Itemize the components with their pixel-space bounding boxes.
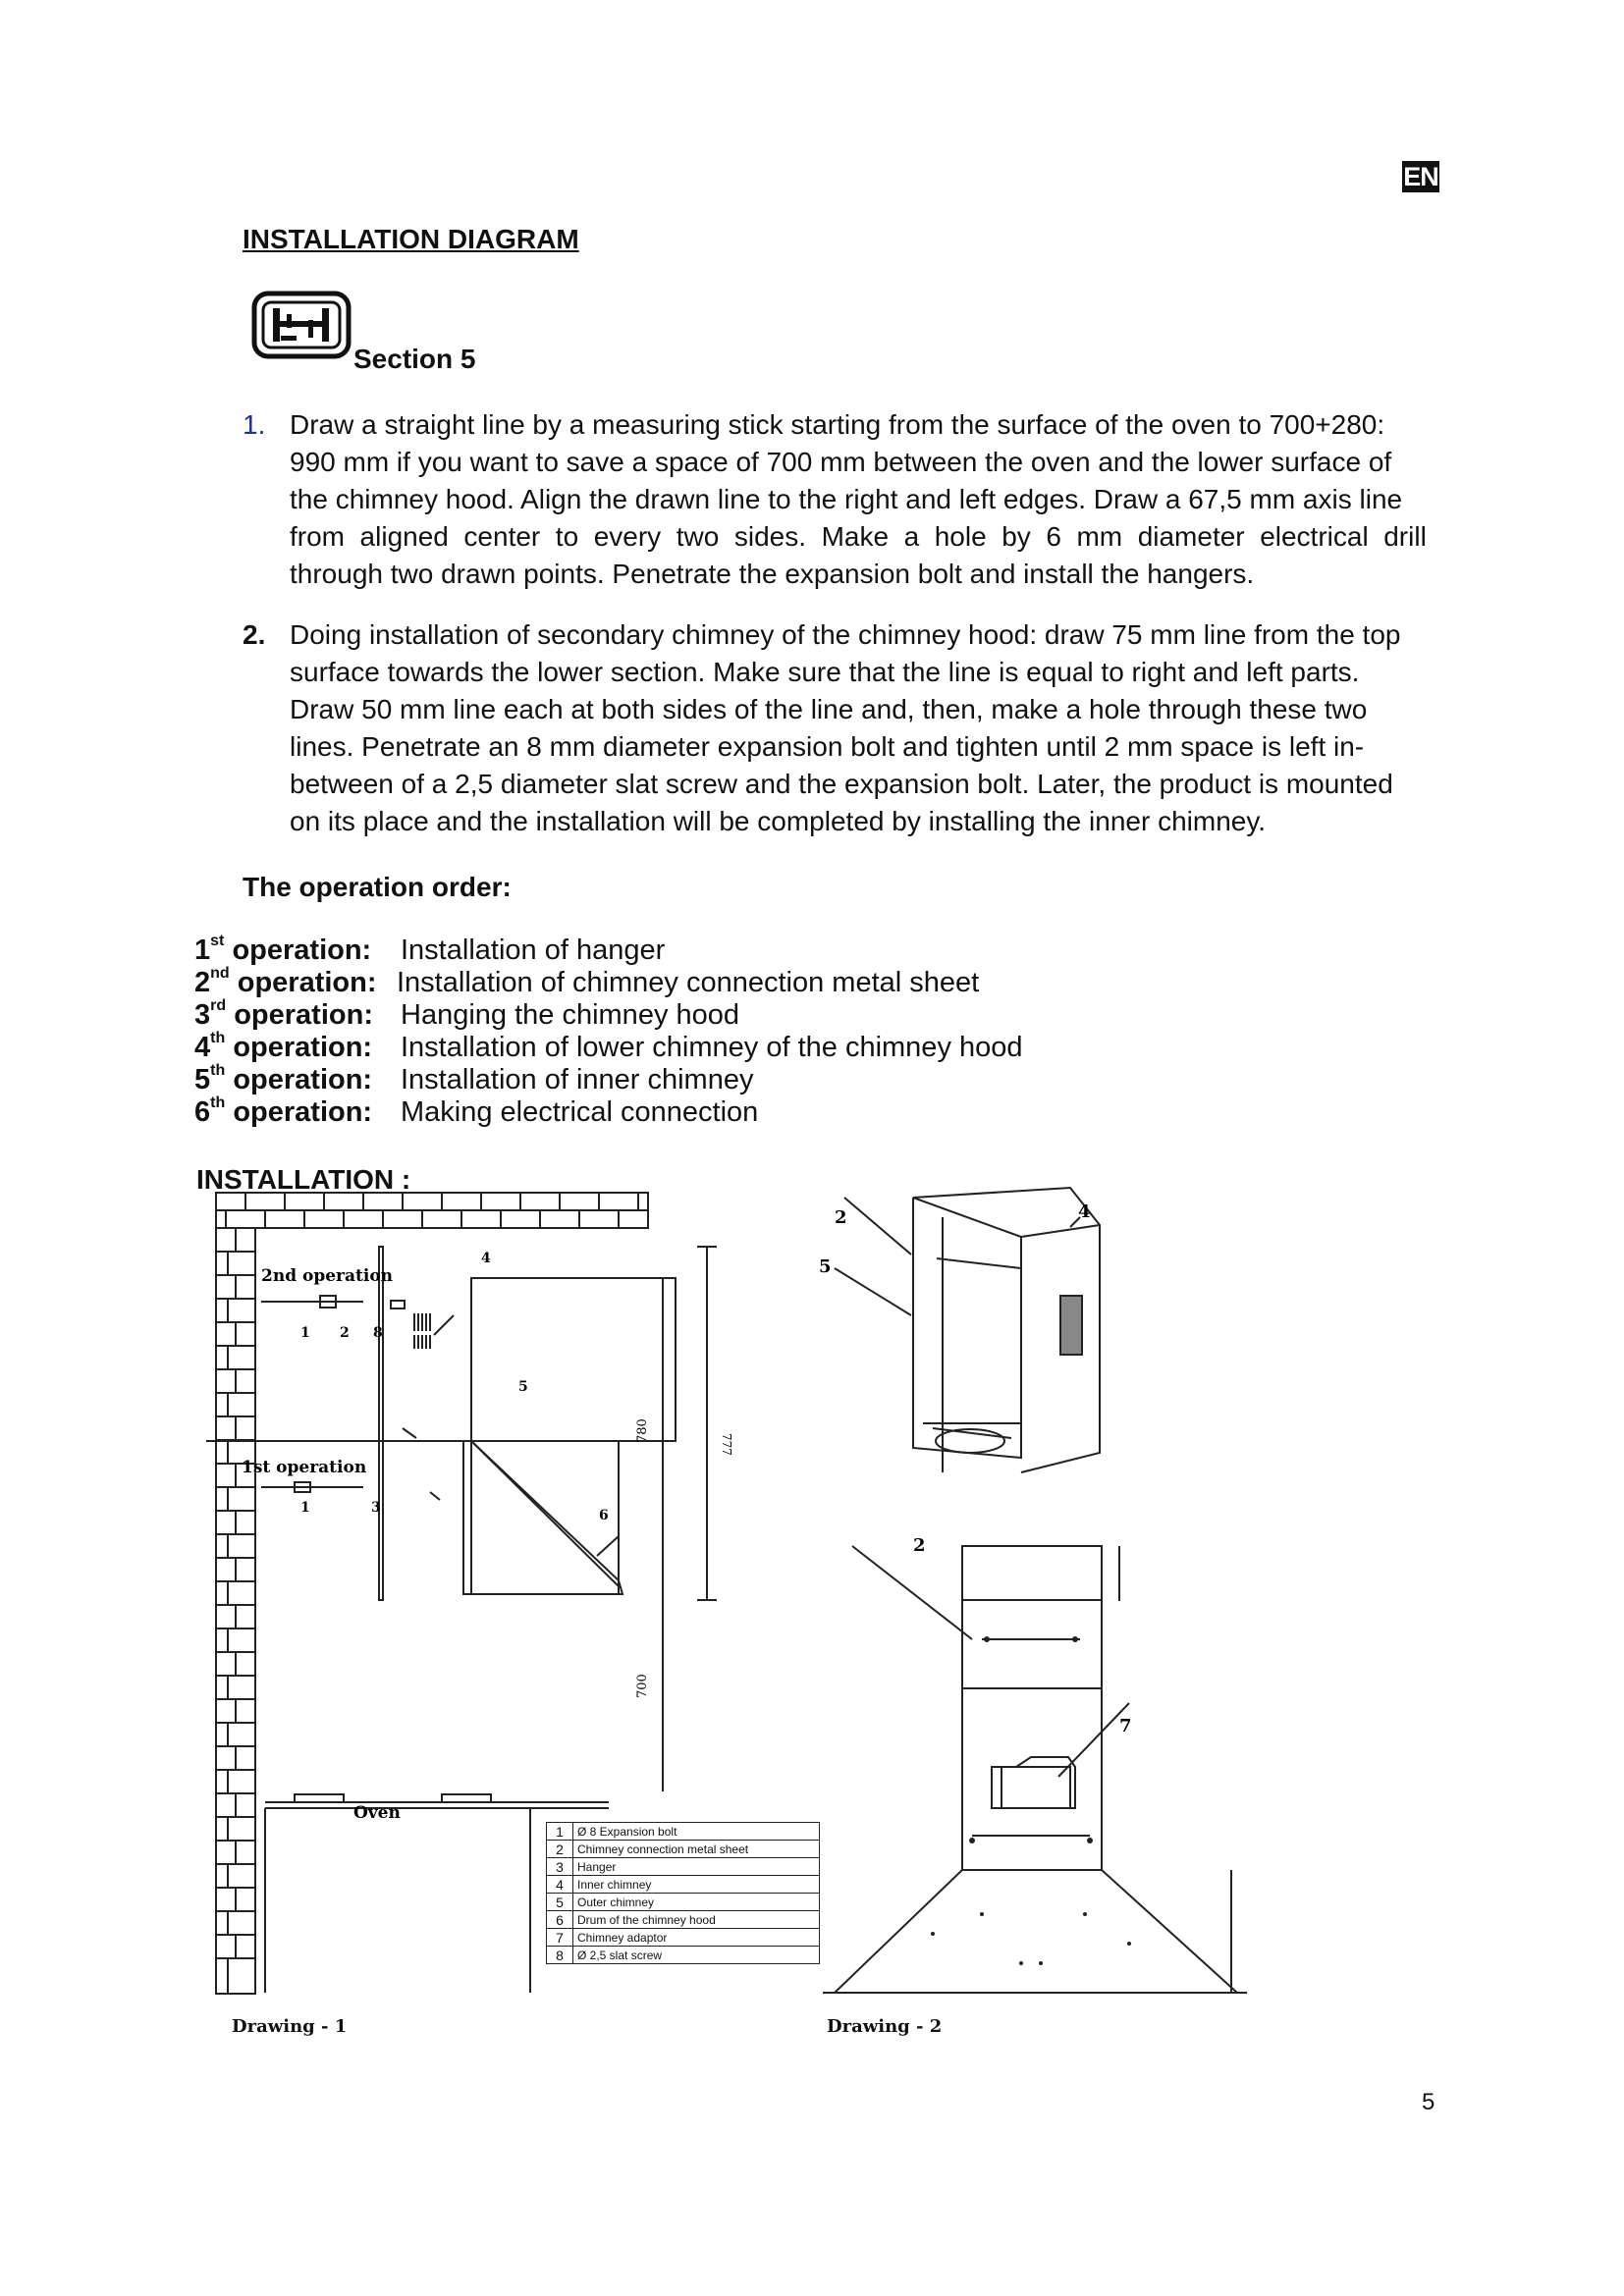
table-row: 8 Ø 2,5 slat screw <box>547 1947 820 1964</box>
tools-icon <box>251 291 352 363</box>
callout-8: 8 <box>373 1325 383 1341</box>
callout-6: 6 <box>599 1508 609 1523</box>
callout-2: 2 <box>913 1535 926 1556</box>
step-line: between of a 2,5 diameter slat screw and the expansion bolt. Later, the product is mounted <box>290 769 1393 799</box>
op2-label: 2nd operation <box>261 1266 394 1286</box>
page-number: 5 <box>1422 2089 1435 2115</box>
operation-row: 3rd operation: Hanging the chimney hood <box>194 997 740 1031</box>
step-number: 2. <box>243 619 266 650</box>
page-title: INSTALLATION DIAGRAM <box>243 224 579 254</box>
parts-table <box>546 1822 820 1964</box>
table-row: 1 Ø 8 Expansion bolt <box>547 1823 820 1841</box>
callout-5: 5 <box>518 1379 528 1395</box>
operation-row: 2nd operation: Installation of chimney connection metal sheet <box>194 965 980 998</box>
dim-777: 777 <box>720 1433 733 1456</box>
table-row: 2 Chimney connection metal sheet <box>547 1841 820 1858</box>
step-line: Doing installation of secondary chimney of the chimney hood: draw 75 mm line from the top <box>290 619 1401 650</box>
callout-5: 5 <box>819 1256 832 1277</box>
language-badge: EN <box>1403 162 1438 191</box>
callout-3: 3 <box>371 1500 381 1516</box>
callout-1: 1 <box>300 1500 310 1516</box>
operation-row: 4th operation: Installation of lower chimney of the chimney hood <box>194 1030 1023 1063</box>
dim-700: 700 <box>635 1674 650 1698</box>
callout-4: 4 <box>1078 1201 1091 1222</box>
callout-2: 2 <box>835 1207 847 1228</box>
op1-label: 1st operation <box>242 1458 367 1477</box>
operation-row: 1st operation: Installation of hanger <box>194 933 666 966</box>
table-row: 4 Inner chimney <box>547 1876 820 1894</box>
table-row: 5 Outer chimney <box>547 1894 820 1911</box>
callout-4: 4 <box>481 1251 491 1266</box>
step-line: 990 mm if you want to save a space of 700 mm between the oven and the lower surface of <box>290 447 1392 477</box>
drawing-1-caption: Drawing - 1 <box>232 2016 348 2037</box>
step-number: 1. <box>243 409 266 440</box>
step-line: through two drawn points. Penetrate the expansion bolt and install the hangers. <box>290 559 1255 589</box>
drawing-2-chimney-assembly <box>815 1178 1257 2012</box>
step-line: the chimney hood. Align the drawn line to the right and left edges. Draw a 67,5 mm axis line <box>290 484 1403 514</box>
operation-row: 6th operation: Making electrical connection <box>194 1095 759 1128</box>
table-row: 6 Drum of the chimney hood <box>547 1911 820 1929</box>
dim-780: 780 <box>635 1418 650 1443</box>
installation-heading: INSTALLATION : <box>196 1164 411 1195</box>
step-line: Draw a straight line by a measuring stick starting from the surface of the oven to 700+280: <box>290 409 1385 440</box>
step-line: on its place and the installation will be completed by installing the inner chimney. <box>290 806 1267 836</box>
table-row: 7 Chimney adaptor <box>547 1929 820 1947</box>
oven-label: Oven <box>353 1803 401 1823</box>
operation-row: 5th operation: Installation of inner chimney <box>194 1062 754 1095</box>
table-row: 3 Hanger <box>547 1858 820 1876</box>
step-line: from aligned center to every two sides. Make a hole by 6 mm diameter electrical drill <box>290 521 1427 552</box>
callout-2: 2 <box>340 1325 350 1341</box>
operation-order-heading: The operation order: <box>243 872 512 902</box>
step-line: Draw 50 mm line each at both sides of the line and, then, make a hole through these two <box>290 694 1368 724</box>
drawing-2-caption: Drawing - 2 <box>827 2016 943 2037</box>
callout-7: 7 <box>1119 1716 1132 1736</box>
step-line: lines. Penetrate an 8 mm diameter expansion bolt and tighten until 2 mm space is left in- <box>290 731 1365 762</box>
step-line: surface towards the lower section. Make sure that the line is equal to right and left parts. <box>290 657 1360 687</box>
callout-1: 1 <box>300 1325 310 1341</box>
section-label: Section 5 <box>353 344 476 374</box>
